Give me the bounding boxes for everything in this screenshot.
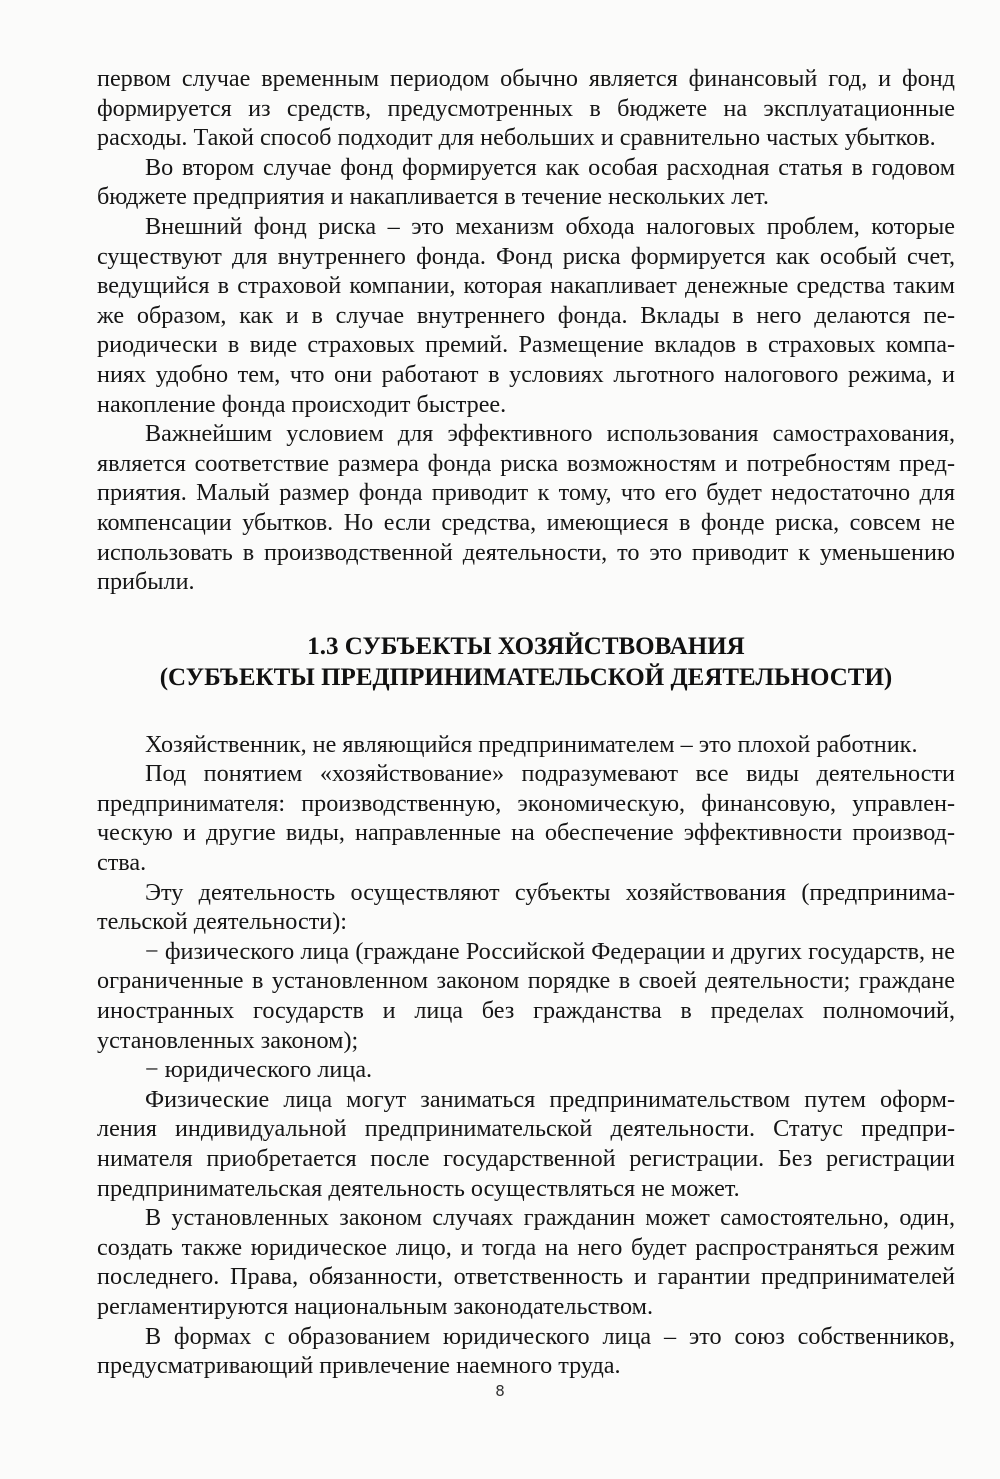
page-number: 8 bbox=[495, 1382, 505, 1400]
paragraph: Эту деятельность осуществляют субъекты хозяйствования (предпринимательской деятельности): bbox=[97, 878, 955, 936]
section-heading bbox=[97, 631, 955, 693]
list-item: − физического лица (граждане Российской Федерации и других государств, не ограниченные в установленном законом порядке в своей деятельности; граждане иностранных государств и лица без гражданства в пределах полномочий, установленных законом); bbox=[97, 937, 955, 1054]
page-body bbox=[97, 64, 955, 1381]
paragraph: Физические лица могут заниматься предпринимательством путем оформления индивидуальной предпринимательской деятельности. Статус предпринимателя приобретается после государственной регистрации. Без регистрации предпринимательская деятельность осуществляться не может. bbox=[97, 1085, 955, 1202]
paragraph: первом случае временным периодом обычно является финансовый год, и фонд формируется из средств, предусмотренных в бюджете на эксплуатационные расходы. Такой способ подходит для небольших и сравнительно частых убытков. bbox=[97, 65, 955, 152]
paragraph: Под понятием «хозяйствование» подразумевают все виды деятельности предпринимателя: производственную, экономическую, финансовую, управленческую и другие виды, направленные на обеспечение эффективности производства. bbox=[97, 760, 955, 877]
section-heading-line-1: 1.3 СУБЪЕКТЫ ХОЗЯЙСТВОВАНИЯ bbox=[307, 632, 745, 660]
paragraph: Хозяйственник, не являющийся предпринимателем – это плохой работник. bbox=[145, 730, 918, 758]
paragraph: В установленных законом случаях гражданин может самостоятельно, один, создать также юридическое лицо, и тогда на него будет распространяться режим последнего. Права, обязанности, ответственность и гарантии предпринимателей регламентируются национальным законодательством. bbox=[97, 1204, 955, 1320]
paragraph: В формах с образованием юридического лица – это союз собственников, предусматривающий привлечение наемного труда. bbox=[97, 1322, 955, 1380]
paragraph: Важнейшим условием для эффективного использования самострахования, является соответствие размера фонда риска возможностям и потребностям предприятия. Малый размер фонда приводит к тому, что его будет недостаточно для компенсации убытков. Но если средства, имеющиеся в фонде риска, совсем не использовать в производственной деятельности, то это приводит к уменьшению прибыли. bbox=[97, 420, 955, 596]
list-item: − юридического лица. bbox=[145, 1056, 373, 1084]
section-heading-line-2: (СУБЪЕКТЫ ПРЕДПРИНИМАТЕЛЬСКОЙ ДЕЯТЕЛЬНОСТИ) bbox=[159, 663, 893, 691]
paragraph: Внешний фонд риска – это механизм обхода налоговых проблем, которые существуют для внутреннего фонда. Фонд риска формируется как особый счет, ведущийся в страховой компании, которая накапливает денежные средства таким же образом, как и в случае внутреннего фонда. Вклады в него делаются периодически в виде страховых премий. Размещение вкладов в страховых компаниях удобно тем, что они работают в условиях льготного налогового режима, и накопление фонда происходит быстрее. bbox=[97, 212, 955, 418]
paragraph: Во втором случае фонд формируется как особая расходная статья в годовом бюджете предприятия и накапливается в течение нескольких лет. bbox=[97, 153, 955, 211]
